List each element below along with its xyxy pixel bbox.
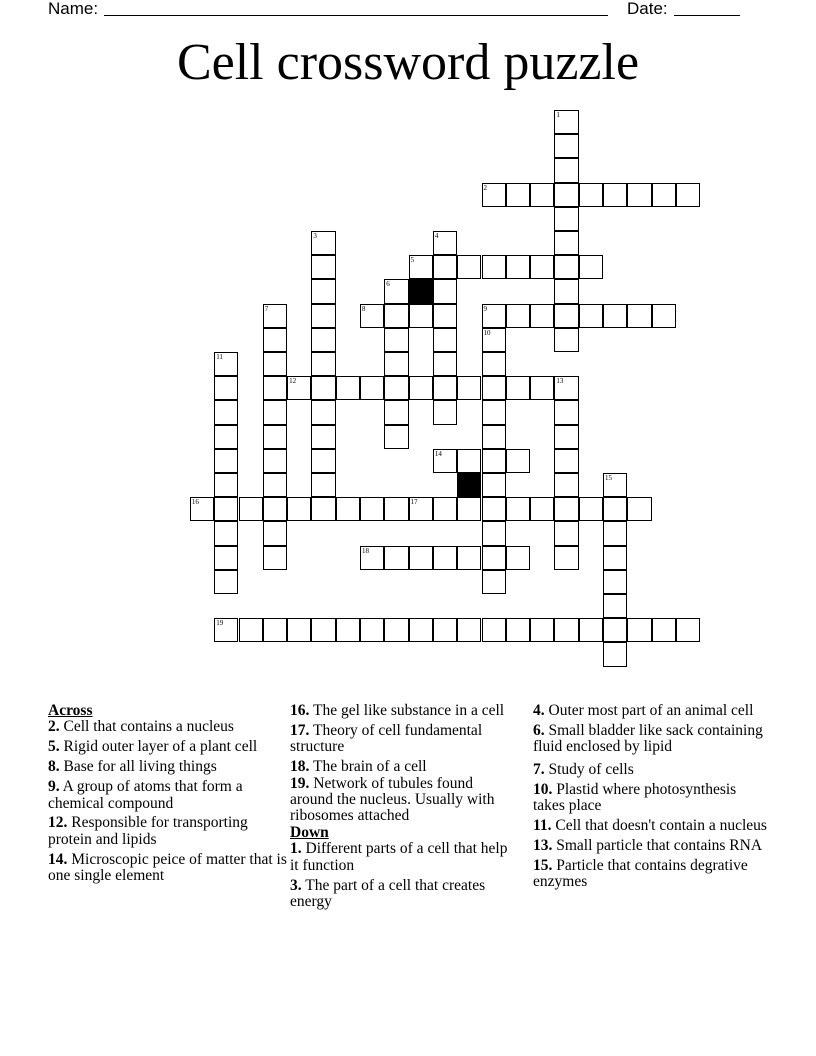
- clue-number: 11: [216, 353, 223, 361]
- grid-cell[interactable]: [384, 497, 408, 521]
- grid-cell[interactable]: [482, 304, 506, 328]
- grid-cell[interactable]: [239, 618, 263, 642]
- clue-number: 15: [605, 474, 612, 482]
- grid-cell[interactable]: [627, 497, 651, 521]
- grid-cell[interactable]: [506, 449, 530, 473]
- grid-cell[interactable]: [239, 497, 263, 521]
- grid-cell[interactable]: [263, 618, 287, 642]
- clue-number: 8: [362, 304, 366, 313]
- grid-cell[interactable]: [506, 183, 530, 207]
- grid-cell[interactable]: [482, 183, 506, 207]
- grid-cell[interactable]: [482, 570, 506, 594]
- grid-cell[interactable]: [433, 546, 457, 570]
- grid-cell[interactable]: [603, 183, 627, 207]
- grid-cell[interactable]: [311, 618, 335, 642]
- clue-number: 19: [216, 619, 224, 628]
- grid-cell[interactable]: [433, 618, 457, 642]
- clue-down-1: 1. Different parts of a cell that help it function: [290, 840, 508, 874]
- grid-cell[interactable]: [554, 304, 578, 328]
- grid-cell[interactable]: [214, 425, 238, 449]
- grid-cell[interactable]: [190, 497, 214, 521]
- grid-cell[interactable]: [360, 618, 384, 642]
- clue-number: 3: [313, 232, 317, 240]
- grid-cell[interactable]: [603, 618, 627, 642]
- grid-cell[interactable]: [311, 376, 335, 400]
- clue-number: 7: [264, 304, 269, 313]
- grid-cell[interactable]: [603, 497, 627, 521]
- grid-cell[interactable]: [384, 618, 408, 642]
- grid-cell[interactable]: [263, 328, 287, 352]
- grid-cell[interactable]: [554, 110, 578, 134]
- grid-cell[interactable]: [482, 449, 506, 473]
- grid-cell[interactable]: [409, 304, 433, 328]
- clue-down-4: 4. Outer most part of an animal cell: [533, 702, 754, 719]
- grid-cell[interactable]: [409, 255, 433, 279]
- grid-cell[interactable]: [627, 183, 651, 207]
- grid-cell[interactable]: [263, 352, 287, 376]
- grid-cell[interactable]: [311, 497, 335, 521]
- clue-number: 17: [410, 498, 418, 507]
- grid-cell[interactable]: [287, 376, 311, 400]
- grid-cell[interactable]: [263, 546, 287, 570]
- clue-across-17: 17. Theory of cell fundamental structure: [290, 721, 483, 756]
- grid-cell[interactable]: [214, 400, 238, 424]
- grid-cell[interactable]: [214, 570, 238, 594]
- grid-cell[interactable]: [433, 279, 457, 303]
- grid-cell[interactable]: [627, 618, 651, 642]
- grid-cell[interactable]: [554, 183, 578, 207]
- grid-cell[interactable]: [336, 497, 360, 521]
- grid-cell[interactable]: [214, 473, 238, 497]
- grid-cell[interactable]: [482, 473, 506, 497]
- grid-cell[interactable]: [409, 376, 433, 400]
- grid-cell[interactable]: [360, 546, 384, 570]
- grid-cell[interactable]: [652, 183, 676, 207]
- grid-cell[interactable]: [384, 376, 408, 400]
- name-label: Name:: [48, 0, 99, 18]
- grid-cell[interactable]: [554, 400, 578, 424]
- clue-column-2: [290, 703, 518, 914]
- grid-cell[interactable]: [287, 497, 311, 521]
- grid-cell[interactable]: [360, 304, 384, 328]
- clue-across-16: 16. The gel like substance in a cell: [290, 702, 505, 719]
- clue-column-3: [533, 703, 769, 894]
- grid-cell[interactable]: [433, 231, 457, 255]
- grid-cell[interactable]: [311, 449, 335, 473]
- grid-cell[interactable]: [214, 352, 238, 376]
- grid-cell[interactable]: [482, 425, 506, 449]
- grid-cell[interactable]: [214, 449, 238, 473]
- grid-cell[interactable]: [482, 497, 506, 521]
- clue-across-19: 19. Network of tubules found around the nucleus. Usually with ribosomes attached: [290, 774, 495, 825]
- grid-cell[interactable]: [676, 618, 700, 642]
- grid-cell[interactable]: [263, 521, 287, 545]
- clue-down-11: 11. Cell that doesn't contain a nucleus: [533, 816, 767, 834]
- grid-cell[interactable]: [263, 376, 287, 400]
- grid-cell[interactable]: [311, 425, 335, 449]
- grid-cell[interactable]: [579, 183, 603, 207]
- clue-across-5: 5. Rigid outer layer of a plant cell: [48, 738, 258, 756]
- grid-cell[interactable]: [554, 521, 578, 545]
- grid-cell[interactable]: [384, 546, 408, 570]
- grid-cell[interactable]: [433, 304, 457, 328]
- grid-cell[interactable]: [409, 497, 433, 521]
- clue-across-14: 14. Microscopic peice of matter that is one single element: [48, 850, 287, 885]
- grid-cell[interactable]: [433, 497, 457, 521]
- grid-cell[interactable]: [482, 521, 506, 545]
- grid-cell[interactable]: [554, 207, 578, 231]
- clue-number: 9: [483, 304, 487, 313]
- grid-cell[interactable]: [506, 255, 530, 279]
- grid-cell[interactable]: [384, 425, 408, 449]
- grid-cell[interactable]: [263, 497, 287, 521]
- grid-cell[interactable]: [214, 521, 238, 545]
- black-cell: [409, 279, 433, 303]
- grid-cell[interactable]: [530, 183, 554, 207]
- grid-cell[interactable]: [214, 497, 238, 521]
- clue-down-13: 13. Small particle that contains RNA: [533, 836, 763, 854]
- grid-cell[interactable]: [530, 497, 554, 521]
- grid-cell[interactable]: [554, 497, 578, 521]
- clue-across-18: 18. The brain of a cell: [290, 758, 427, 776]
- grid-cell[interactable]: [603, 546, 627, 570]
- grid-cell[interactable]: [554, 449, 578, 473]
- clue-across-2: 2. Cell that contains a nucleus: [48, 718, 234, 736]
- clue-number: 5: [410, 256, 415, 265]
- grid-cell[interactable]: [360, 497, 384, 521]
- grid-cell[interactable]: [311, 400, 335, 424]
- grid-cell[interactable]: [214, 376, 238, 400]
- grid-cell[interactable]: [360, 376, 384, 400]
- grid-cell[interactable]: [336, 376, 360, 400]
- grid-cell[interactable]: [384, 304, 408, 328]
- grid-cell[interactable]: [311, 304, 335, 328]
- grid-cell[interactable]: [554, 425, 578, 449]
- grid-cell[interactable]: [676, 183, 700, 207]
- grid-cell[interactable]: [554, 473, 578, 497]
- clue-down-15: 15. Particle that contains degrative enzymes: [533, 856, 748, 891]
- clue-number: 16: [191, 498, 199, 507]
- grid-cell[interactable]: [579, 255, 603, 279]
- grid-cell[interactable]: [311, 255, 335, 279]
- grid-cell[interactable]: [433, 449, 457, 473]
- grid-cell[interactable]: [652, 618, 676, 642]
- grid-cell[interactable]: [554, 376, 578, 400]
- clue-number: 6: [386, 280, 390, 289]
- grid-cell[interactable]: [603, 521, 627, 545]
- grid-cell[interactable]: [433, 328, 457, 352]
- grid-cell[interactable]: [457, 497, 481, 521]
- grid-cell[interactable]: [263, 449, 287, 473]
- grid-cell[interactable]: [409, 618, 433, 642]
- grid-cell[interactable]: [554, 546, 578, 570]
- grid-cell[interactable]: [530, 304, 554, 328]
- grid-cell[interactable]: [554, 134, 578, 158]
- grid-cell[interactable]: [433, 255, 457, 279]
- grid-cell[interactable]: [579, 304, 603, 328]
- grid-cell[interactable]: [263, 425, 287, 449]
- grid-cell[interactable]: [311, 352, 335, 376]
- grid-cell[interactable]: [384, 352, 408, 376]
- grid-cell[interactable]: [311, 473, 335, 497]
- grid-cell[interactable]: [214, 546, 238, 570]
- grid-cell[interactable]: [287, 618, 311, 642]
- grid-cell[interactable]: [457, 449, 481, 473]
- grid-cell[interactable]: [603, 570, 627, 594]
- grid-cell[interactable]: [627, 304, 651, 328]
- grid-cell[interactable]: [457, 618, 481, 642]
- clue-across-9: 9. A group of atoms that form a chemical compound: [48, 778, 243, 812]
- grid-cell[interactable]: [579, 618, 603, 642]
- grid-cell[interactable]: [506, 618, 530, 642]
- clue-number: 12: [289, 377, 297, 386]
- grid-cell[interactable]: [506, 304, 530, 328]
- grid-cell[interactable]: [530, 255, 554, 279]
- clue-down-10: 10. Plastid where photosynthesis takes place: [533, 780, 737, 815]
- grid-cell[interactable]: [384, 400, 408, 424]
- clue-number: 10: [483, 328, 491, 337]
- grid-cell[interactable]: [554, 255, 578, 279]
- grid-cell[interactable]: [530, 618, 554, 642]
- clue-number: 18: [362, 546, 369, 555]
- grid-cell[interactable]: [506, 546, 530, 570]
- clue-number: 13: [556, 377, 564, 386]
- grid-cell[interactable]: [603, 594, 627, 618]
- page-title: Cell crossword puzzle: [176, 34, 640, 91]
- grid-cell[interactable]: [482, 255, 506, 279]
- grid-cell[interactable]: [554, 618, 578, 642]
- grid-cell[interactable]: [263, 400, 287, 424]
- grid-cell[interactable]: [554, 328, 578, 352]
- grid-cell[interactable]: [482, 400, 506, 424]
- grid-cell[interactable]: [554, 279, 578, 303]
- grid-cell[interactable]: [603, 304, 627, 328]
- grid-cell[interactable]: [409, 546, 433, 570]
- grid-cell[interactable]: [482, 546, 506, 570]
- grid-cell[interactable]: [457, 546, 481, 570]
- grid-cell[interactable]: [457, 376, 481, 400]
- down-heading: Down: [290, 823, 329, 841]
- grid-cell[interactable]: [506, 376, 530, 400]
- grid-cell[interactable]: [311, 231, 335, 255]
- grid-cell[interactable]: [263, 473, 287, 497]
- clue-down-7: 7. Study of cells: [533, 760, 634, 778]
- clue-number: 1: [556, 111, 560, 119]
- grid-cell[interactable]: [603, 642, 627, 666]
- grid-cell[interactable]: [311, 328, 335, 352]
- clue-number: 14: [434, 449, 442, 458]
- grid-cell[interactable]: [384, 328, 408, 352]
- date-label: Date:: [627, 0, 668, 18]
- clue-number: 2: [483, 183, 487, 192]
- across-heading: Across: [48, 702, 93, 719]
- grid-cell[interactable]: [482, 376, 506, 400]
- clue-across-8: 8. Base for all living things: [48, 758, 217, 776]
- grid-cell[interactable]: [482, 618, 506, 642]
- grid-cell[interactable]: [433, 352, 457, 376]
- grid-cell[interactable]: [652, 304, 676, 328]
- grid-cell[interactable]: [311, 279, 335, 303]
- grid-cell[interactable]: [482, 328, 506, 352]
- clue-down-3: 3. The part of a cell that creates energy: [290, 876, 486, 910]
- grid-cell[interactable]: [482, 352, 506, 376]
- grid-cell[interactable]: [506, 497, 530, 521]
- grid-cell[interactable]: [263, 304, 287, 328]
- grid-cell[interactable]: [214, 618, 238, 642]
- clue-number: 4: [434, 232, 439, 240]
- black-cell: [457, 473, 481, 497]
- grid-cell[interactable]: [530, 376, 554, 400]
- clue-down-6: 6. Small bladder like sack containing fluid enclosed by lipid: [533, 721, 763, 756]
- grid-cell[interactable]: [579, 497, 603, 521]
- grid-cell[interactable]: [603, 473, 627, 497]
- grid-cell[interactable]: [554, 158, 578, 182]
- grid-cell[interactable]: [554, 231, 578, 255]
- grid-cell[interactable]: [384, 279, 408, 303]
- grid-cell[interactable]: [433, 400, 457, 424]
- clue-column-1: [48, 703, 288, 888]
- grid-cell[interactable]: [457, 255, 481, 279]
- grid-cell[interactable]: [433, 376, 457, 400]
- grid-cell[interactable]: [336, 618, 360, 642]
- clue-across-12: 12. Responsible for transporting protein and lipids: [48, 814, 248, 848]
